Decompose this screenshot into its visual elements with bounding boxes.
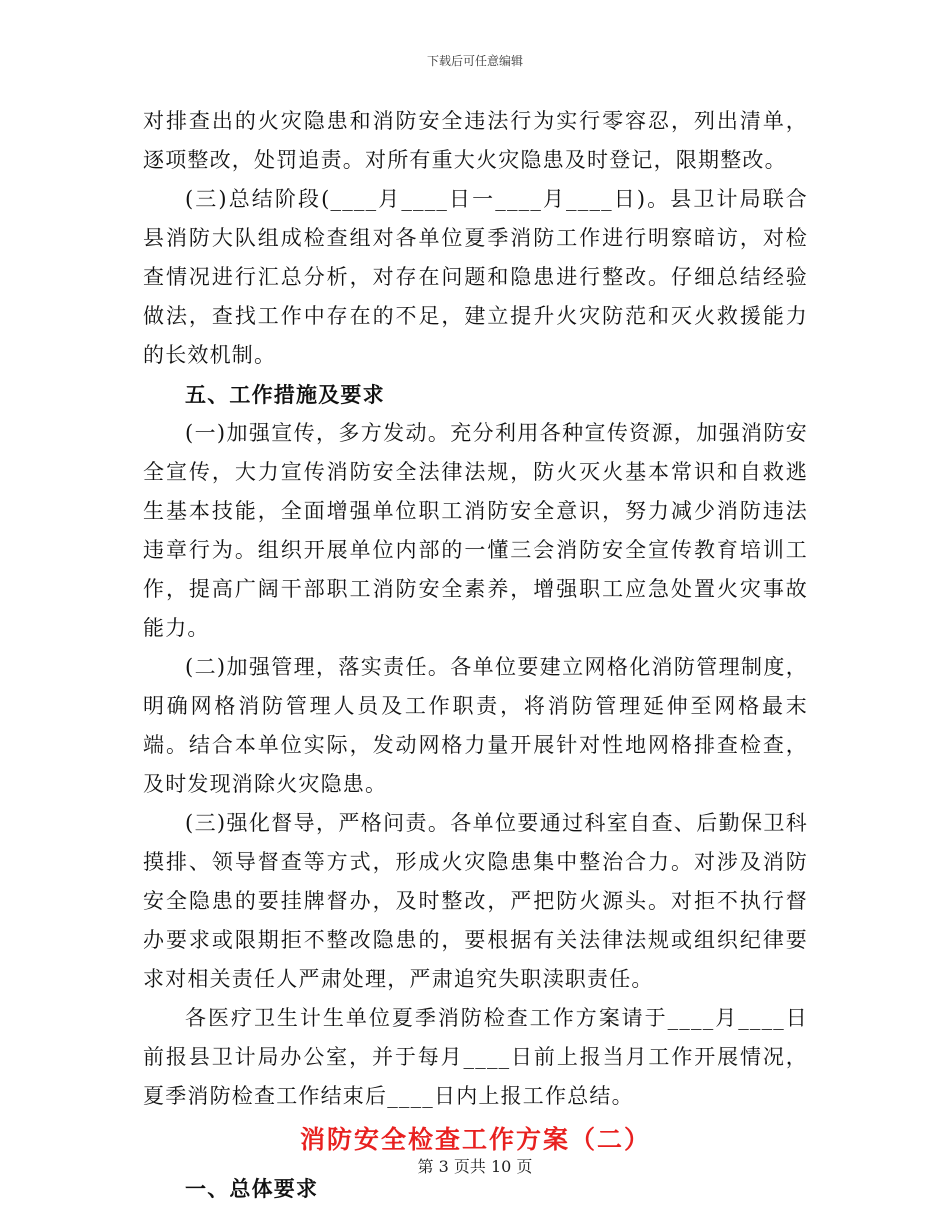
document-title-2: 消防安全检查工作方案（二） <box>299 1125 651 1154</box>
section-heading-measures: 五、工作措施及要求 <box>185 382 385 407</box>
page-header: 下载后可任意编辑 <box>426 54 523 68</box>
document-body <box>143 102 808 1214</box>
paragraph-management: (二)加强管理，落实责任。各单位要建立网格化消防管理制度，明确网格消防管理人员及工作职责，将消防管理延伸至网格最末端。结合本单位实际，发动网格力量开展针对性地网格排查检查，及时发现消除火灾隐患。 <box>143 655 808 796</box>
section-heading-general: 一、总体要求 <box>185 1176 319 1201</box>
page-footer: 第 3 页共 10 页 <box>417 1157 533 1176</box>
paragraph-reporting: 各医疗卫生计生单位夏季消防检查工作方案请于____月____日前报县卫计局办公室，并于每月____日前上报当月工作开展情况，夏季消防检查工作结束后____日内上报工作总结。 <box>143 1006 808 1108</box>
paragraph-summary-stage: (三)总结阶段(____月____日一____月____日)。县卫计局联合县消防大队组成检查组对各单位夏季消防工作进行明察暗访，对检查情况进行汇总分析，对存在问题和隐患进行整改。仔细总结经验做法，查找工作中存在的不足，建立提升火灾防范和灭火救援能力的长效机制。 <box>143 187 808 367</box>
paragraph-rectification: 对排查出的火灾隐患和消防安全违法行为实行零容忍，列出清单，逐项整改，处罚追责。对所有重大火灾隐患及时登记，限期整改。 <box>143 109 808 172</box>
paragraph-publicity: (一)加强宣传，多方发动。充分利用各种宣传资源，加强消防安全宣传，大力宣传消防安全法律法规，防火灭火基本常识和自救逃生基本技能，全面增强单位职工消防安全意识，努力减少消防违法违章行为。组织开展单位内部的一懂三会消防安全宣传教育培训工作，提高广阔干部职工消防安全素养，增强职工应急处置火灾事故能力。 <box>143 421 808 640</box>
paragraph-supervision: (三)强化督导，严格问责。各单位要通过科室自查、后勤保卫科摸排、领导督查等方式，形成火灾隐患集中整治合力。对涉及消防安全隐患的要挂牌督办，及时整改，严把防火源头。对拒不执行督办要求或限期拒不整改隐患的，要根据有关法律法规或组织纪律要求对相关责任人严肃处理，严肃追究失职渎职责任。 <box>143 811 808 991</box>
